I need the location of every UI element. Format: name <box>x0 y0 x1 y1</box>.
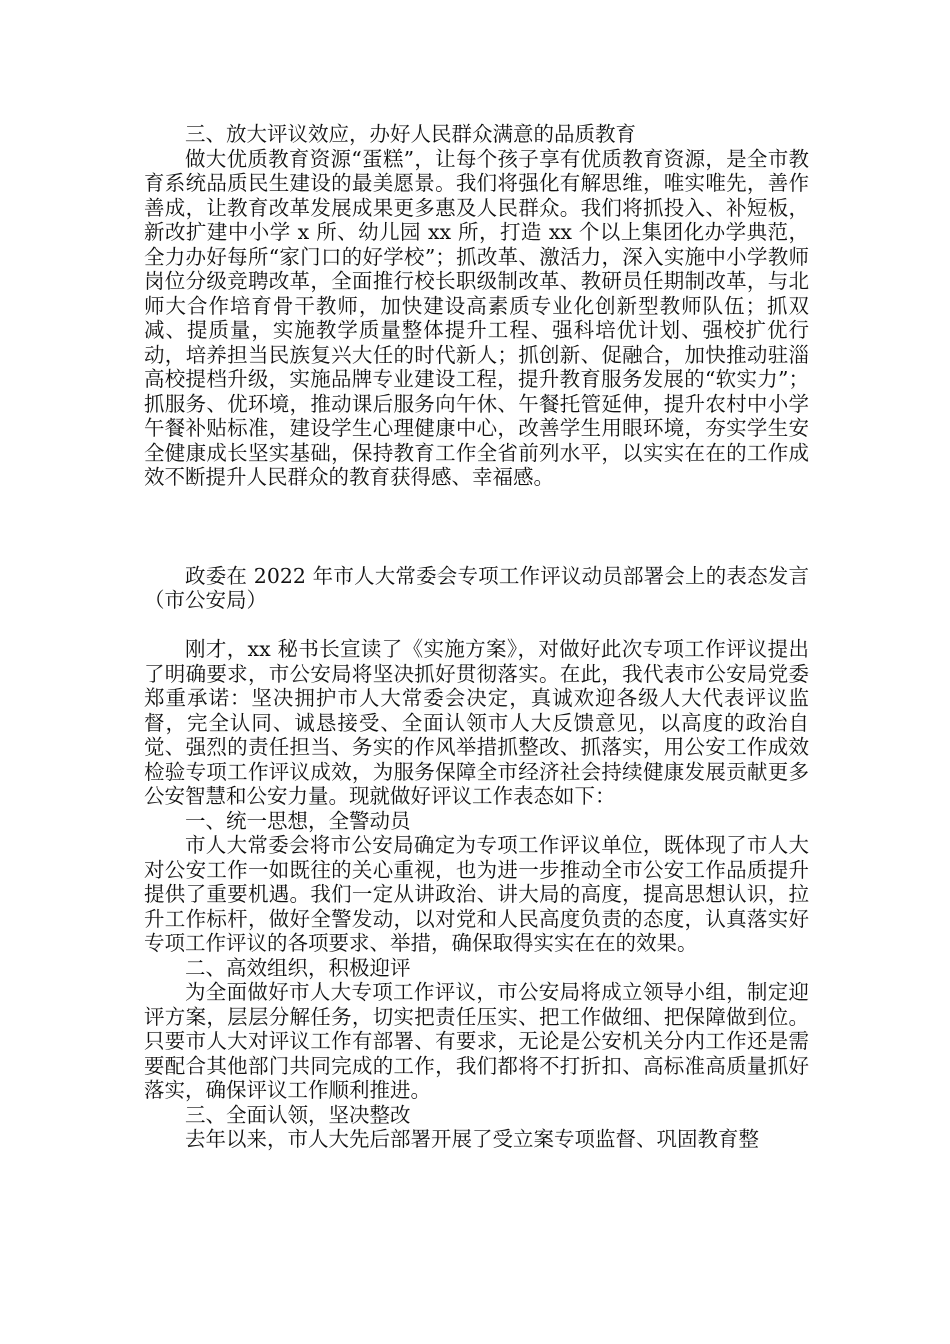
section-heading: 一、统一思想，全警动员 <box>185 808 411 833</box>
section-heading: 二、高效组织，积极迎评 <box>185 955 411 980</box>
section-heading: 三、放大评议效应，办好人民群众满意的品质教育 <box>185 122 636 146</box>
intro-paragraph: 刚才，xx 秘书长宣读了《实施方案》，对做好此次专项工作评议提出了明确要求，市公安局将坚决抓好贯彻落实。在此，我代表市公安局党委郑重承诺：坚决拥护市人大常委会决定，真诚欢迎各级人大代表评议监督，完全认同、诚恳接受、全面认领市人大反馈意见，以高度的政治自觉、强烈的责任担当、务实的作风举措抓整改、抓落实，用公安工作成效检验专项工作评议成效，为服务保障全市经济社会持续健康发展贡献更多公安智慧和公安力量。现就做好评议工作表态如下： <box>144 637 809 808</box>
body-paragraph: 做大优质教育资源“蛋糕”，让每个孩子享有优质教育资源，是全市教育系统品质民生建设的最美愿景。我们将强化有解思维，唯实唯先，善作善成，让教育改革发展成果更多惠及人民群众。我们将抓投入、补短板，新改扩建中小学 x 所、幼儿园 xx 所，打造 xx 个以上集团化办学典范，全力办好每所“家门口的好学校”；抓改革、激活力，深入实施中小学教师岗位分级竞聘改革，全面推行校长职级制改革、教研员任期制改革，与北师大合作培育骨干教师，加快建设高素质专业化创新型教师队伍；抓双减、提质量，实施教学质量整体提升工程、强科培优计划、强校扩优行动，培养担当民族复兴大任的时代新人；抓创新、促融合，加快推动驻淄高校提档升级，实施品牌专业建设工程，提升教育服务发展的“软实力”；抓服务、优环境，推动课后服务向午休、午餐托管延伸，提升农村中小学午餐补贴标准，建设学生心理健康中心，改善学生用眼环境，夯实学生安全健康成长坚实基础，保持教育工作全省前列水平，以实实在在的工作成效不断提升人民群众的教育获得感、幸福感。 <box>144 146 809 489</box>
body-paragraph: 去年以来，市人大先后部署开展了受立案专项监督、巩固教育整 <box>185 1127 759 1151</box>
section-heading: 三、全面认领，坚决整改 <box>185 1102 411 1127</box>
body-paragraph: 市人大常委会将市公安局确定为专项工作评议单位，既体现了市人大对公安工作一如既往的关心重视，也为进一步推动全市公安工作品质提升提供了重要机遇。我们一定从讲政治、讲大局的高度，提高思想认识，拉升工作标杆，做好全警发动，以对党和人民高度负责的态度，认真落实好专项工作评议的各项要求、举措，确保取得实实在在的效果。 <box>144 833 809 955</box>
section-spacer <box>144 490 809 564</box>
body-paragraph: 为全面做好市人大专项工作评议，市公安局将成立领导小组，制定迎评方案，层层分解任务，切实把责任压实、把工作做细、把保障做到位。只要市人大对评议工作有部署、有要求，无论是公安机关分内工作还是需要配合其他部门共同完成的工作，我们都将不打折扣、高标准高质量抓好落实，确保评议工作顺利推进。 <box>144 980 809 1102</box>
document-page <box>144 122 809 1152</box>
document-title: 政委在 2022 年市人大常委会专项工作评议动员部署会上的表态发言（市公安局） <box>144 563 809 612</box>
